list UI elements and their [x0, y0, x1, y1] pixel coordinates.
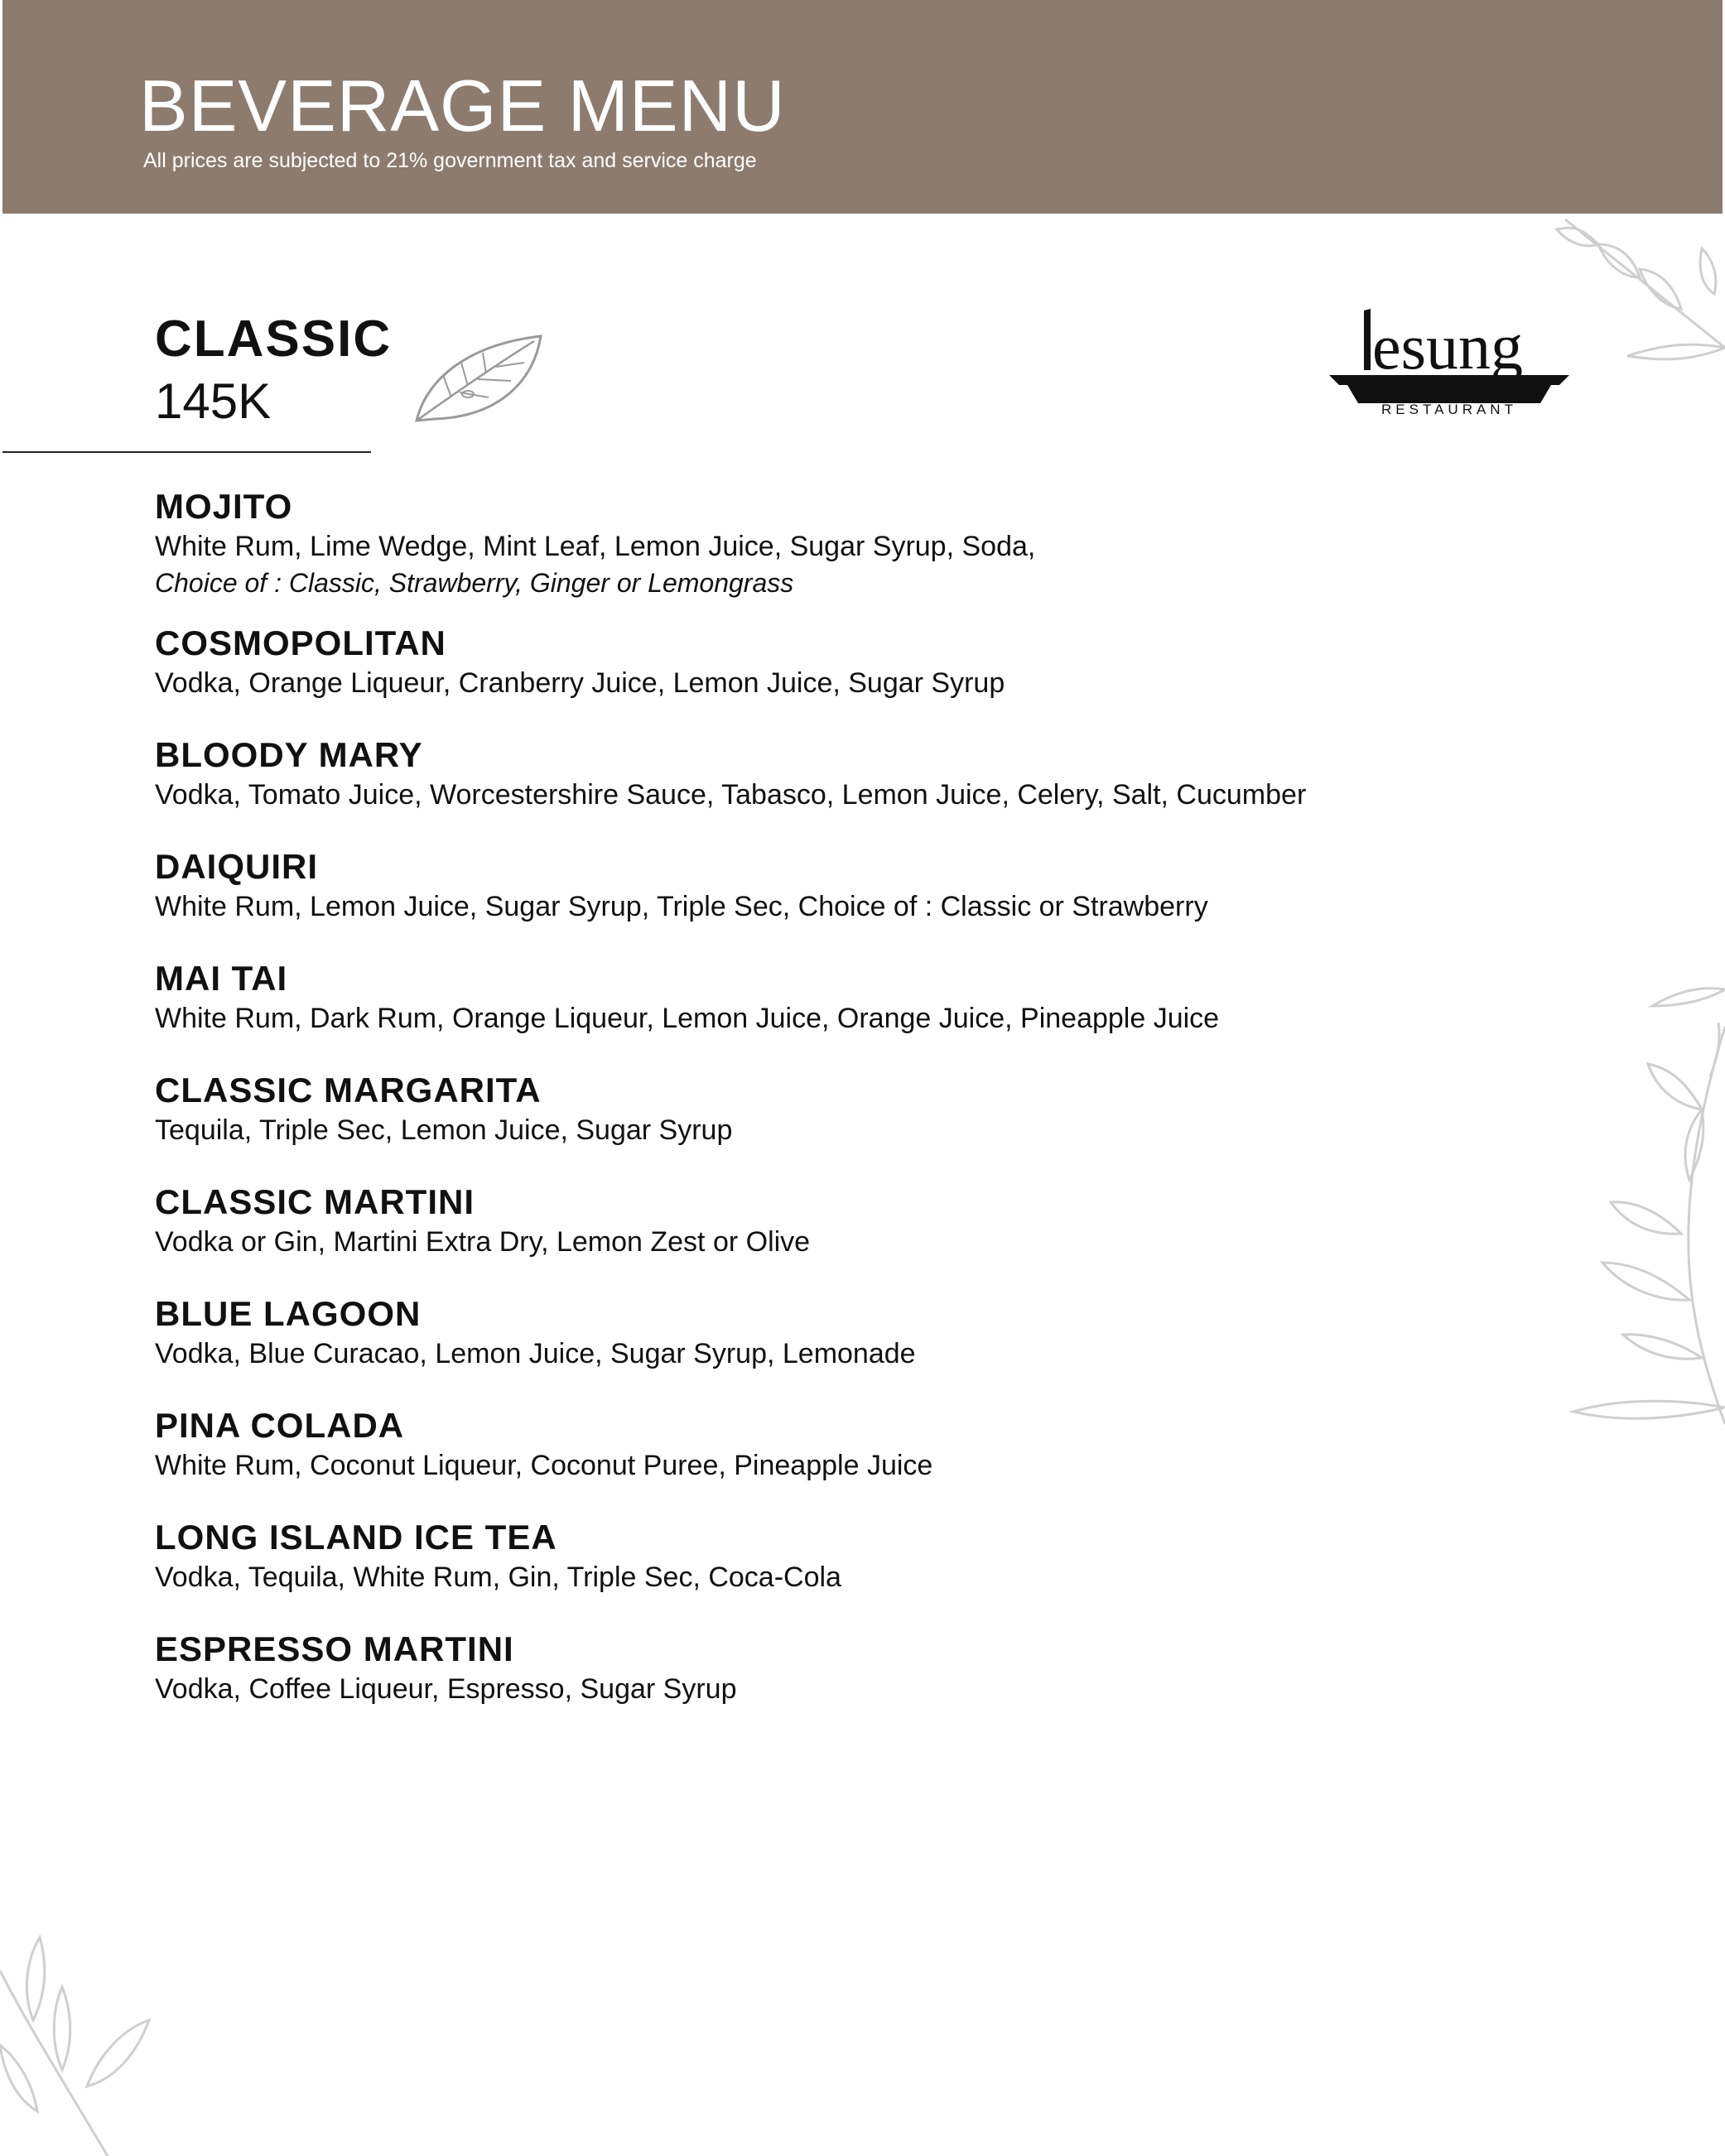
item-name: PINA COLADA — [155, 1406, 405, 1445]
item-name: CLASSIC MARGARITA — [155, 1071, 542, 1109]
section-divider — [2, 451, 371, 453]
item-choice-note: Choice of : Classic, Strawberry, Ginger or Lemongrass — [155, 568, 794, 598]
item-name: CLASSIC MARTINI — [155, 1182, 475, 1221]
item-description: Vodka or Gin, Martini Extra Dry, Lemon Zest or Olive — [155, 1226, 811, 1258]
botanical-decoration-right — [1540, 977, 1725, 1428]
section-price: 145K — [155, 373, 272, 429]
menu-item-mai-tai — [155, 957, 1397, 1037]
menu-item-classic-martini — [155, 1181, 1397, 1260]
menu-item-pina-colada — [155, 1404, 1397, 1484]
leaf-icon — [410, 330, 547, 429]
menu-item-long-island-ice-tea — [155, 1516, 1397, 1595]
item-name: DAIQUIRI — [155, 847, 318, 886]
page-title: BEVERAGE MENU — [139, 65, 786, 147]
item-name: MAI TAI — [155, 959, 288, 998]
price-notice: All prices are subjected to 21% government tax and service charge — [143, 149, 757, 172]
restaurant-logo — [1329, 302, 1569, 418]
item-name: COSMOPOLITAN — [155, 623, 446, 662]
menu-item-cosmopolitan — [155, 622, 1397, 701]
item-name: BLUE LAGOON — [155, 1294, 422, 1333]
logo-wordmark: esung — [1372, 310, 1523, 383]
item-description: White Rum, Lime Wedge, Mint Leaf, Lemon Juice, Sugar Syrup, Soda, — [155, 531, 1036, 562]
botanical-decoration-top — [1549, 211, 1725, 364]
item-description: White Rum, Lemon Juice, Sugar Syrup, Triple Sec, Choice of : Classic or Strawberry — [155, 891, 1208, 922]
menu-item-mojito — [155, 485, 1397, 601]
item-name: ESPRESSO MARTINI — [155, 1629, 514, 1668]
menu-item-bloody-mary — [155, 734, 1397, 813]
menu-item-classic-margarita — [155, 1069, 1397, 1148]
section-title: CLASSIC — [155, 310, 393, 368]
logo-tagline: RESTAURANT — [1381, 402, 1517, 417]
item-description: Vodka, Orange Liqueur, Cranberry Juice, Lemon Juice, Sugar Syrup — [155, 667, 1005, 699]
item-name: MOJITO — [155, 487, 293, 526]
item-name: LONG ISLAND ICE TEA — [155, 1518, 557, 1557]
item-description: Vodka, Tomato Juice, Worcestershire Sauce, Tabasco, Lemon Juice, Celery, Salt, Cucumber — [155, 779, 1307, 811]
menu-item-espresso-martini — [155, 1628, 1397, 1707]
item-name: BLOODY MARY — [155, 735, 423, 774]
header-band — [2, 0, 1723, 214]
item-description: Vodka, Blue Curacao, Lemon Juice, Sugar Syrup, Lemonade — [155, 1338, 916, 1369]
menu-item-blue-lagoon — [155, 1292, 1397, 1372]
botanical-decoration-bottom — [0, 1921, 157, 2156]
item-description: White Rum, Dark Rum, Orange Liqueur, Lemon Juice, Orange Juice, Pineapple Juice — [155, 1003, 1220, 1034]
item-description: Vodka, Coffee Liqueur, Espresso, Sugar Syrup — [155, 1673, 737, 1705]
item-description: Vodka, Tequila, White Rum, Gin, Triple Sec, Coca-Cola — [155, 1562, 841, 1593]
item-description: Tequila, Triple Sec, Lemon Juice, Sugar Syrup — [155, 1114, 733, 1146]
menu-item-daiquiri — [155, 845, 1397, 925]
item-description: White Rum, Coconut Liqueur, Coconut Puree, Pineapple Juice — [155, 1450, 933, 1481]
